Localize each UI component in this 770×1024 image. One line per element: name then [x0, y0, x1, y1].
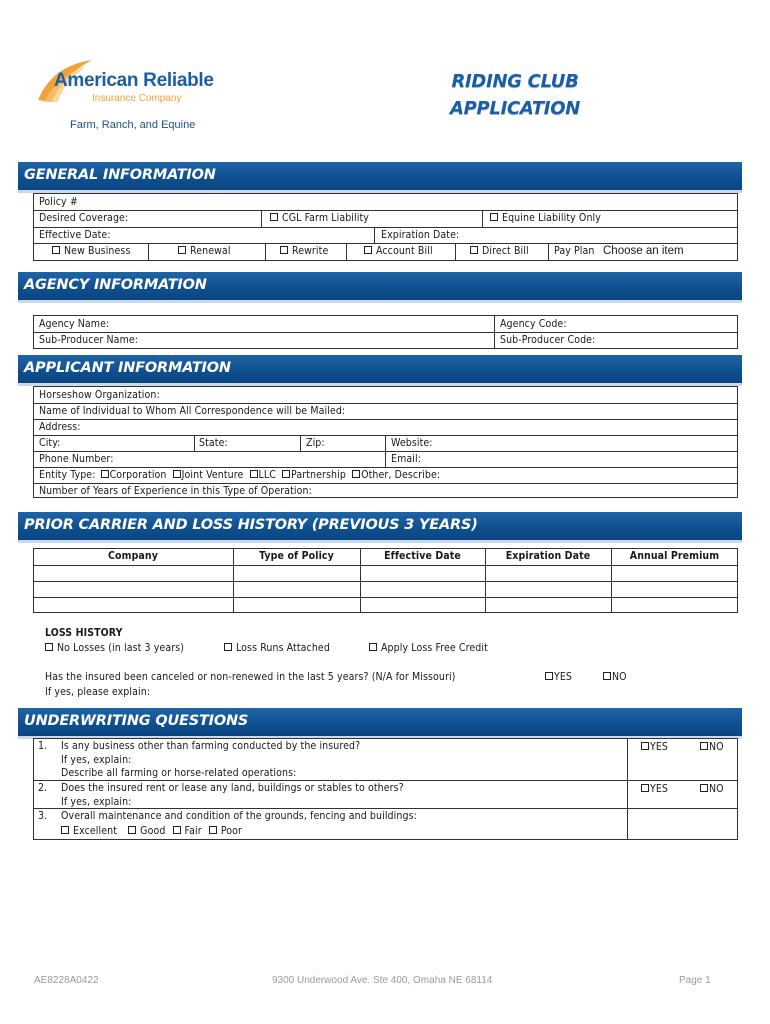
pay-plan-select[interactable]: Choose an item: [603, 245, 684, 257]
yes-label: YES: [554, 671, 573, 683]
account-bill-checkbox[interactable]: [364, 245, 433, 257]
equine-liability-checkbox[interactable]: [490, 212, 601, 224]
excellent-label: Excellent: [73, 825, 118, 837]
checkbox-icon: [282, 470, 290, 478]
q2-yes-checkbox[interactable]: [641, 783, 668, 795]
column-company: Company: [108, 550, 158, 562]
poor-label: Poor: [220, 825, 242, 837]
general-information-header: GENERAL INFORMATION: [18, 162, 742, 190]
zip-label: Zip:: [306, 437, 325, 449]
question-2-explain: If yes, explain:: [61, 796, 132, 808]
rewrite-label: Rewrite: [292, 245, 329, 257]
renewal-checkbox[interactable]: [178, 245, 231, 257]
applicant-information-header: APPLICANT INFORMATION: [18, 355, 742, 383]
llc-checkbox[interactable]: [250, 469, 276, 481]
policy-number-label: Policy #: [39, 196, 78, 208]
checkbox-icon: [270, 213, 278, 221]
good-checkbox[interactable]: [128, 825, 165, 837]
corporation-label: Corporation: [109, 469, 167, 481]
account-bill-label: Account Bill: [376, 245, 433, 257]
years-experience-label: Number of Years of Experience in this Type of Operation:: [39, 485, 312, 497]
no-losses-label: No Losses (in last 3 years): [57, 642, 184, 654]
checkbox-icon: [364, 246, 372, 254]
joint-venture-label: Joint Venture: [181, 469, 244, 481]
question-1-number: 1.: [38, 740, 48, 752]
poor-checkbox[interactable]: [209, 825, 242, 837]
column-type-of-policy: Type of Policy: [259, 550, 334, 562]
logo-name: American Reliable: [54, 70, 214, 91]
checkbox-icon: [250, 470, 258, 478]
corporation-checkbox[interactable]: [101, 469, 167, 481]
joint-venture-checkbox[interactable]: [173, 469, 244, 481]
checkbox-icon: [369, 643, 377, 651]
sub-producer-name-label: Sub-Producer Name:: [39, 334, 139, 346]
fair-checkbox[interactable]: [173, 825, 202, 837]
horseshow-organization-label: Horseshow Organization:: [39, 389, 160, 401]
no-losses-checkbox[interactable]: [45, 642, 184, 654]
no-label: NO: [709, 741, 724, 753]
title-line1: RIDING CLUB: [451, 71, 579, 92]
no-label: NO: [709, 783, 724, 795]
checkbox-icon: [128, 826, 136, 834]
phone-number-label: Phone Number:: [39, 453, 114, 465]
question-2-number: 2.: [38, 782, 48, 794]
checkbox-icon: [45, 643, 53, 651]
loss-runs-label: Loss Runs Attached: [236, 642, 330, 654]
checkbox-icon: [209, 826, 217, 834]
canceled-question: Has the insured been canceled or non-renewed in the last 5 years? (N/A for Missouri): [45, 671, 456, 683]
expiration-date-label: Expiration Date:: [381, 229, 460, 241]
partnership-checkbox[interactable]: [282, 469, 346, 481]
state-label: State:: [199, 437, 228, 449]
checkbox-icon: [173, 826, 181, 834]
agency-name-label: Agency Name:: [39, 318, 110, 330]
canceled-no-checkbox[interactable]: [603, 671, 627, 683]
page-number: Page 1: [679, 975, 711, 986]
checkbox-icon: [641, 784, 649, 792]
question-1-describe: Describe all farming or horse-related operations:: [61, 767, 297, 779]
no-label: NO: [612, 671, 627, 683]
checkbox-icon: [700, 784, 708, 792]
cgl-farm-liability-checkbox[interactable]: [270, 212, 369, 224]
direct-bill-label: Direct Bill: [482, 245, 529, 257]
agency-code-label: Agency Code:: [500, 318, 567, 330]
other-label: Other, Describe:: [361, 469, 441, 481]
checkbox-icon: [352, 470, 360, 478]
prior-carrier-header: PRIOR CARRIER AND LOSS HISTORY (PREVIOUS 3 YEARS): [18, 512, 742, 540]
column-annual-premium: Annual Premium: [629, 550, 720, 562]
canceled-yes-checkbox[interactable]: [545, 671, 572, 683]
question-2-text: Does the insured rent or lease any land, buildings or stables to others?: [61, 782, 404, 794]
column-expiration-date: Expiration Date: [505, 550, 591, 562]
effective-date-label: Effective Date:: [39, 229, 111, 241]
checkbox-icon: [178, 246, 186, 254]
rewrite-checkbox[interactable]: [280, 245, 328, 257]
loss-runs-checkbox[interactable]: [224, 642, 330, 654]
loss-free-label: Apply Loss Free Credit: [381, 642, 488, 654]
checkbox-icon: [52, 246, 60, 254]
question-3-number: 3.: [38, 810, 48, 822]
email-label: Email:: [391, 453, 421, 465]
canceled-explain-label: If yes, please explain:: [45, 686, 151, 698]
checkbox-icon: [545, 672, 553, 680]
q2-no-checkbox[interactable]: [700, 783, 724, 795]
yes-label: YES: [650, 783, 669, 795]
equine-label: Equine Liability Only: [502, 212, 601, 224]
sub-producer-code-label: Sub-Producer Code:: [500, 334, 596, 346]
company-logo: [34, 58, 234, 138]
excellent-checkbox[interactable]: [61, 825, 117, 837]
q1-no-checkbox[interactable]: [700, 741, 724, 753]
address-label: Address:: [39, 421, 81, 433]
checkbox-icon: [603, 672, 611, 680]
condition-options: [61, 825, 242, 837]
good-label: Good: [140, 825, 166, 837]
new-business-checkbox[interactable]: [52, 245, 130, 257]
checkbox-icon: [224, 643, 232, 651]
entity-type-label: Entity Type:: [39, 469, 96, 481]
cgl-label: CGL Farm Liability: [282, 212, 369, 224]
correspondence-name-label: Name of Individual to Whom All Correspondence will be Mailed:: [39, 405, 346, 417]
logo-subname: Insurance Company: [92, 93, 182, 104]
other-checkbox[interactable]: [352, 469, 440, 481]
desired-coverage-label: Desired Coverage:: [39, 212, 129, 224]
direct-bill-checkbox[interactable]: [470, 245, 529, 257]
checkbox-icon: [470, 246, 478, 254]
column-effective-date: Effective Date: [384, 550, 461, 562]
underwriting-questions-header: UNDERWRITING QUESTIONS: [18, 708, 742, 736]
question-1-explain: If yes, explain:: [61, 754, 132, 766]
website-label: Website:: [391, 437, 433, 449]
title-line2: APPLICATION: [450, 98, 580, 119]
city-label: City:: [39, 437, 61, 449]
pay-plan-label: Pay Plan: [554, 245, 595, 257]
checkbox-icon: [61, 826, 69, 834]
partnership-label: Partnership: [291, 469, 346, 481]
agency-information-header: AGENCY INFORMATION: [18, 272, 742, 300]
checkbox-icon: [173, 470, 181, 478]
entity-type-row: [39, 469, 440, 481]
loss-free-credit-checkbox[interactable]: [369, 642, 488, 654]
yes-label: YES: [650, 741, 669, 753]
question-1-text: Is any business other than farming conducted by the insured?: [61, 740, 361, 752]
loss-history-heading: LOSS HISTORY: [45, 627, 123, 639]
footer-address: 9300 Underwood Ave. Ste 400, Omaha NE 68114: [272, 975, 493, 986]
question-3-text: Overall maintenance and condition of the grounds, fencing and buildings:: [61, 810, 417, 822]
page-title: [440, 68, 590, 122]
new-business-label: New Business: [64, 245, 131, 257]
llc-label: LLC: [258, 469, 276, 481]
checkbox-icon: [700, 742, 708, 750]
q1-yes-checkbox[interactable]: [641, 741, 668, 753]
checkbox-icon: [641, 742, 649, 750]
logo-tagline: Farm, Ranch, and Equine: [70, 119, 196, 131]
fair-label: Fair: [184, 825, 202, 837]
checkbox-icon: [280, 246, 288, 254]
renewal-label: Renewal: [190, 245, 231, 257]
checkbox-icon: [101, 470, 109, 478]
checkbox-icon: [490, 213, 498, 221]
form-id: AE8228A0422: [34, 975, 99, 986]
